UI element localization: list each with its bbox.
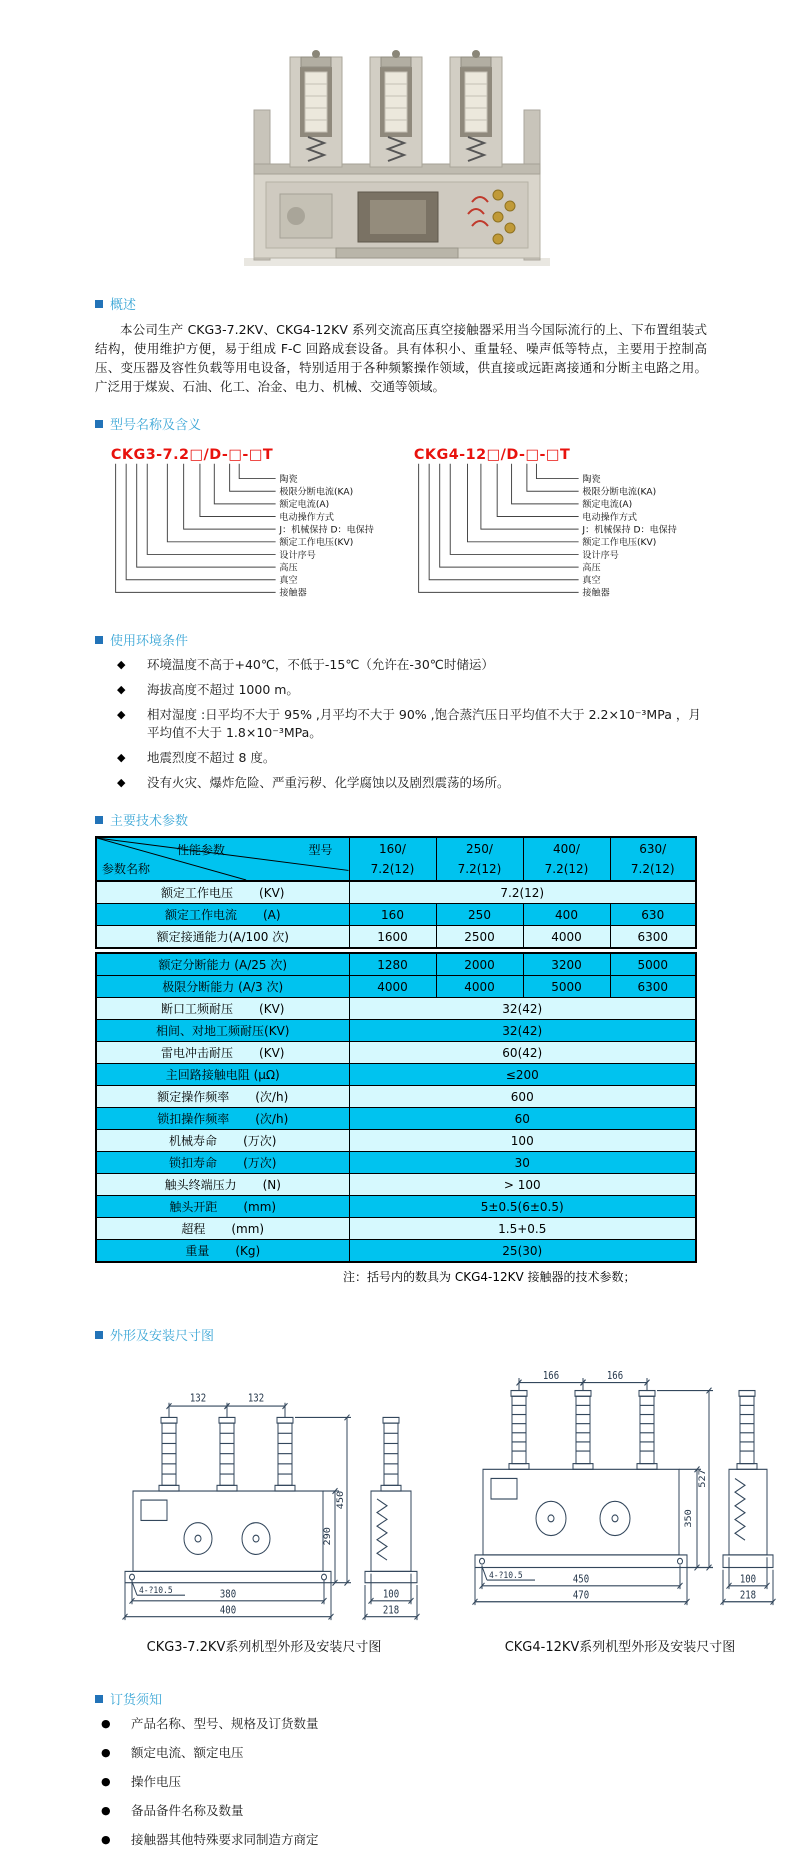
model-label: 电动操作方式: [582, 512, 638, 523]
overview-paragraph: 本公司生产 CKG3-7.2KV、CKG4-12KV 系列交流高压真空接触器采用当今国际流行的上、下布置组装式结构，使用维护方便，易于组成 F-C 回路成套设备。具有体积小、重量轻、噪声低等特点，主要用于控制高压、变压器及容性负载等用电设备，特别适用于各种频繁操作领域，供直接或远距离接通和分断主电路之用。广泛用于煤炭、石油、化工、冶金、电力、机械、交通等领域。: [95, 322, 707, 394]
section-bullet-icon: [95, 816, 103, 824]
parameter-name-cell: [96, 1130, 349, 1152]
table-row: [96, 1108, 696, 1130]
parameter-name-cell: [96, 881, 349, 904]
section-heading-overview: [95, 294, 707, 313]
parameter-unit: (次/h): [255, 1090, 289, 1104]
model-code: CKG3-7.2□/D-□-□T: [110, 446, 274, 463]
svg-text:132: 132: [247, 1393, 265, 1405]
section-title-overview: 概述: [110, 298, 137, 313]
diamond-bullet-icon: ◆: [117, 776, 126, 789]
model-connector-line: [116, 464, 276, 593]
section-heading-dimensions: [95, 1325, 707, 1344]
parameter-value-cell: 32(42): [349, 1020, 696, 1042]
parameter-name: 额定分断能力 (A/25 次): [158, 958, 287, 972]
parameter-value-cell: 1600: [349, 926, 436, 949]
model-label: 高压: [582, 563, 601, 574]
model-connector-line: [147, 464, 275, 555]
model-label: 额定工作电压(KV): [279, 538, 354, 549]
table-row: [96, 1174, 696, 1196]
model-column-header: [610, 837, 696, 881]
list-item: [117, 681, 707, 699]
list-item: [101, 1802, 707, 1820]
parameter-name-cell: [96, 1064, 349, 1086]
corner-label-name: 参数名称: [102, 862, 151, 876]
parameter-name-cell: [96, 976, 349, 998]
model-connector-line: [536, 464, 578, 479]
model-column-bottom: 7.2(12): [544, 862, 589, 876]
diamond-bullet-icon: ◆: [117, 658, 126, 671]
section-title-dimensions: 外形及安装尺寸图: [110, 1329, 215, 1344]
list-item-text: 备品备件名称及数量: [131, 1803, 244, 1818]
svg-text:350: 350: [683, 1509, 694, 1528]
model-label: 陶瓷: [582, 474, 601, 485]
model-column-header: [349, 837, 436, 881]
parameter-name-cell: [96, 926, 349, 949]
list-item: [101, 1715, 707, 1733]
parameter-name: 额定工作电流: [164, 908, 237, 922]
parameter-name-cell: [96, 1196, 349, 1218]
table-row: [96, 998, 696, 1020]
parameter-name: 主回路接触电阻 (μΩ): [165, 1068, 280, 1082]
svg-text:4-?10.5: 4-?10.5: [489, 1570, 523, 1581]
table-row: [96, 1130, 696, 1152]
model-connector-line: [527, 464, 579, 491]
parameter-value-cell: 5000: [523, 976, 610, 998]
model-label: 极限分断电流(KA): [279, 487, 354, 498]
section-heading-environment: [95, 630, 707, 649]
svg-text:218: 218: [382, 1604, 400, 1617]
parameter-name-cell: [96, 1218, 349, 1240]
parameter-name-cell: [96, 1042, 349, 1064]
model-diagram-ckg4: [410, 440, 707, 612]
section-heading-ordering: [95, 1689, 707, 1708]
model-connector-line: [239, 464, 275, 479]
dot-bullet-icon: ●: [101, 1717, 111, 1730]
model-connector-line: [126, 464, 275, 580]
parameter-value-cell: > 100: [349, 1174, 696, 1196]
dot-bullet-icon: ●: [101, 1775, 111, 1788]
section-title-parameters: 主要技术参数: [110, 814, 189, 829]
parameter-name: 断口工频耐压: [161, 1002, 234, 1016]
table-row: [96, 1196, 696, 1218]
parameter-value-cell: 1280: [349, 953, 436, 976]
parameter-name: 锁扣操作频率: [157, 1112, 230, 1126]
table-corner-cell: [96, 837, 349, 881]
parameter-value-cell: 630: [610, 904, 696, 926]
parameter-unit: (万次): [243, 1156, 277, 1170]
parameter-unit: (KV): [259, 1046, 285, 1060]
model-column-header: [523, 837, 610, 881]
parameter-name: 极限分断能力 (A/3 次): [162, 980, 284, 994]
svg-text:290: 290: [322, 1527, 333, 1546]
parameter-value-cell: 60: [349, 1108, 696, 1130]
model-label: 设计序号: [279, 550, 316, 561]
model-label: 设计序号: [582, 550, 619, 561]
parameter-name-cell: [96, 1174, 349, 1196]
model-connector-line: [481, 464, 579, 529]
ckg4-outline-drawing: [455, 1370, 785, 1628]
model-label: 真空: [279, 576, 298, 587]
model-label: 接触器: [582, 588, 610, 599]
parameter-value-cell: 60(42): [349, 1042, 696, 1064]
parameter-unit: (KV): [259, 1002, 285, 1016]
list-item: [117, 749, 707, 767]
parameter-name: 相间、对地工频耐压(KV): [156, 1024, 290, 1038]
diamond-bullet-icon: ◆: [117, 683, 126, 696]
environment-list: [95, 656, 707, 792]
dot-bullet-icon: ●: [101, 1833, 111, 1846]
parameter-value-cell: 30: [349, 1152, 696, 1174]
list-item: [117, 706, 707, 742]
ordering-list: [95, 1715, 707, 1849]
model-connector-line: [419, 464, 579, 593]
model-label: 陶瓷: [279, 474, 298, 485]
table-row: [96, 926, 696, 949]
model-label: 额定工作电压(KV): [582, 538, 657, 549]
parameter-value-cell: 32(42): [349, 998, 696, 1020]
model-connector-line: [200, 464, 276, 517]
list-item: [117, 774, 707, 792]
list-item: [101, 1773, 707, 1791]
table-row: [96, 881, 696, 904]
list-item-text: 额定电流、额定电压: [131, 1745, 244, 1760]
parameter-value-cell: 25(30): [349, 1240, 696, 1263]
table-row: [96, 1240, 696, 1263]
dot-bullet-icon: ●: [101, 1804, 111, 1817]
list-item-text: 操作电压: [131, 1774, 182, 1789]
model-label: J：机械保持 D：电保持: [582, 525, 677, 536]
parameter-value-cell: 160: [349, 904, 436, 926]
model-column-bottom: 7.2(12): [630, 862, 675, 876]
parameter-name-cell: [96, 1108, 349, 1130]
svg-text:100: 100: [739, 1573, 757, 1586]
svg-text:527: 527: [697, 1469, 708, 1488]
dot-bullet-icon: ●: [101, 1746, 111, 1759]
parameter-name: 超程: [181, 1222, 206, 1236]
diamond-bullet-icon: ◆: [117, 751, 126, 764]
model-label: 额定电流(A): [279, 500, 330, 511]
model-label: 额定电流(A): [582, 500, 633, 511]
parameter-name-cell: [96, 1086, 349, 1108]
svg-text:470: 470: [572, 1589, 590, 1602]
list-item-text: 产品名称、型号、规格及订货数量: [131, 1716, 319, 1731]
parameter-name: 重量: [185, 1244, 210, 1258]
model-connector-line: [137, 464, 276, 567]
parameter-value-cell: 6300: [610, 976, 696, 998]
table-row: [96, 1152, 696, 1174]
model-label: 电动操作方式: [279, 512, 335, 523]
parameter-unit: (mm): [231, 1222, 265, 1236]
model-diagrams: [95, 440, 707, 612]
section-title-model: 型号名称及含义: [110, 418, 202, 433]
table-row: [96, 1042, 696, 1064]
parameter-value-cell: 5000: [610, 953, 696, 976]
table-row: [96, 1020, 696, 1042]
parameter-unit: (KV): [259, 886, 285, 900]
parameter-unit: (A): [262, 908, 281, 922]
model-column-header: [436, 837, 523, 881]
parameter-value-cell: 400: [523, 904, 610, 926]
table-row: [96, 976, 696, 998]
section-title-ordering: 订货须知: [110, 1693, 163, 1708]
model-diagram-ckg3: [107, 440, 404, 612]
table-row: [96, 953, 696, 976]
model-column-top: 160/: [379, 842, 406, 856]
parameter-value-cell: 3200: [523, 953, 610, 976]
model-connector-line: [497, 464, 578, 517]
svg-text:218: 218: [739, 1589, 757, 1602]
corner-label-performance: 性能参数: [177, 843, 226, 857]
parameter-value-cell: 5±0.5(6±0.5): [349, 1196, 696, 1218]
table-row: [96, 1086, 696, 1108]
parameter-value-cell: 6300: [610, 926, 696, 949]
model-connector-line: [450, 464, 578, 555]
model-column-bottom: 7.2(12): [370, 862, 415, 876]
parameter-unit: (次/h): [255, 1112, 289, 1126]
ckg3-outline-drawing: [99, 1388, 429, 1628]
parameter-value-cell: 4000: [523, 926, 610, 949]
parameter-name: 雷电冲击耐压: [161, 1046, 234, 1060]
list-item-text: 环境温度不高于+40℃，不低于-15℃（允许在-30℃时储运）: [147, 657, 494, 672]
parameter-name-cell: [96, 998, 349, 1020]
list-item-text: 相对湿度 :日平均不大于 95% ,月平均不大于 90% ,饱合蒸汽压日平均值不大于 2.2×10⁻³MPa ，月平均值不大于 1.8×10⁻³MPa。: [147, 707, 701, 740]
ckg3-drawing-block: [99, 1388, 429, 1655]
model-label: 极限分断电流(KA): [582, 487, 657, 498]
list-item-text: 没有火灾、爆炸危险、严重污秽、化学腐蚀以及剧烈震荡的场所。: [147, 775, 510, 790]
model-column-top: 400/: [553, 842, 580, 856]
svg-text:132: 132: [189, 1393, 207, 1405]
parameter-value-cell: 4000: [349, 976, 436, 998]
section-bullet-icon: [95, 1695, 103, 1703]
svg-text:380: 380: [219, 1588, 237, 1601]
parameter-unit: (mm): [243, 1200, 277, 1214]
parameter-unit: (N): [262, 1178, 281, 1192]
section-title-environment: 使用环境条件: [110, 634, 189, 649]
parameters-table-upper: [95, 836, 697, 949]
parameter-value-cell: ≤200: [349, 1064, 696, 1086]
model-label: 接触器: [279, 588, 307, 599]
section-bullet-icon: [95, 300, 103, 308]
parameter-name: 触头开距: [169, 1200, 218, 1214]
table-row: [96, 1218, 696, 1240]
model-column-bottom: 7.2(12): [457, 862, 502, 876]
model-label: 真空: [582, 576, 601, 587]
parameter-name: 额定接通能力(A/100 次): [156, 930, 289, 944]
parameter-value-cell: 100: [349, 1130, 696, 1152]
list-item: [117, 656, 707, 674]
svg-text:400: 400: [219, 1604, 237, 1617]
section-heading-model: [95, 414, 707, 433]
model-connector-line: [214, 464, 275, 504]
parameters-header-row: [96, 837, 696, 881]
parameter-value-cell: 250: [436, 904, 523, 926]
parameter-value-cell: 4000: [436, 976, 523, 998]
list-item: [101, 1744, 707, 1762]
model-label: J：机械保持 D：电保持: [279, 525, 374, 536]
section-bullet-icon: [95, 636, 103, 644]
model-connector-line: [230, 464, 276, 491]
ckg4-drawing-block: [455, 1370, 785, 1655]
vacuum-contactor-photo-illustration: [236, 22, 558, 272]
model-connector-line: [467, 464, 578, 542]
diamond-bullet-icon: ◆: [117, 708, 126, 721]
model-column-top: 630/: [639, 842, 667, 856]
section-heading-parameters: [95, 810, 707, 829]
list-item-text: 海拔高度不超过 1000 m。: [147, 682, 299, 697]
parameter-name-cell: [96, 1020, 349, 1042]
parameter-value-cell: 600: [349, 1086, 696, 1108]
table-row: [96, 1064, 696, 1086]
ckg4-drawing-caption: CKG4-12KV系列机型外形及安装尺寸图: [504, 1640, 736, 1655]
table-note: 注：括号内的数具为 CKG4-12KV 接触器的技术参数；: [343, 1270, 636, 1284]
model-connector-line: [440, 464, 579, 567]
list-item-text: 接触器其他特殊要求同制造方商定: [131, 1832, 319, 1847]
parameter-name: 额定操作频率: [157, 1090, 230, 1104]
parameter-name-cell: [96, 1152, 349, 1174]
model-connector-line: [429, 464, 578, 580]
model-code: CKG4-12□/D-□-□T: [413, 446, 571, 463]
list-item: [101, 1831, 707, 1849]
model-column-top: 250/: [466, 842, 493, 856]
parameter-unit: (Kg): [235, 1244, 261, 1258]
parameter-name: 机械寿命: [169, 1134, 218, 1148]
svg-text:166: 166: [542, 1370, 560, 1383]
svg-text:450: 450: [572, 1573, 590, 1586]
parameter-value-cell: 1.5+0.5: [349, 1218, 696, 1240]
model-connector-line: [512, 464, 579, 504]
parameter-name: 触头终端压力: [164, 1178, 237, 1192]
parameter-value-cell: 7.2(12): [349, 881, 696, 904]
ckg3-drawing-caption: CKG3-7.2KV系列机型外形及安装尺寸图: [146, 1640, 382, 1655]
parameter-name: 锁扣寿命: [169, 1156, 218, 1170]
parameter-name-cell: [96, 953, 349, 976]
svg-text:166: 166: [606, 1370, 624, 1383]
svg-text:450: 450: [335, 1490, 346, 1510]
section-bullet-icon: [95, 1331, 103, 1339]
parameter-value-cell: 2000: [436, 953, 523, 976]
svg-text:100: 100: [382, 1588, 400, 1601]
list-item-text: 地震烈度不超过 8 度。: [147, 750, 276, 765]
table-row: [96, 904, 696, 926]
parameter-name-cell: [96, 1240, 349, 1263]
corner-label-model: 型号: [308, 843, 333, 857]
parameter-value-cell: 2500: [436, 926, 523, 949]
model-label: 高压: [279, 563, 298, 574]
svg-text:4-?10.5: 4-?10.5: [139, 1585, 173, 1597]
product-photo: [236, 22, 558, 276]
parameters-table-lower: [95, 952, 697, 1263]
dimension-drawings: [99, 1370, 757, 1655]
parameter-name: 额定工作电压: [161, 886, 234, 900]
section-bullet-icon: [95, 420, 103, 428]
parameter-name-cell: [96, 904, 349, 926]
parameter-unit: (万次): [243, 1134, 277, 1148]
